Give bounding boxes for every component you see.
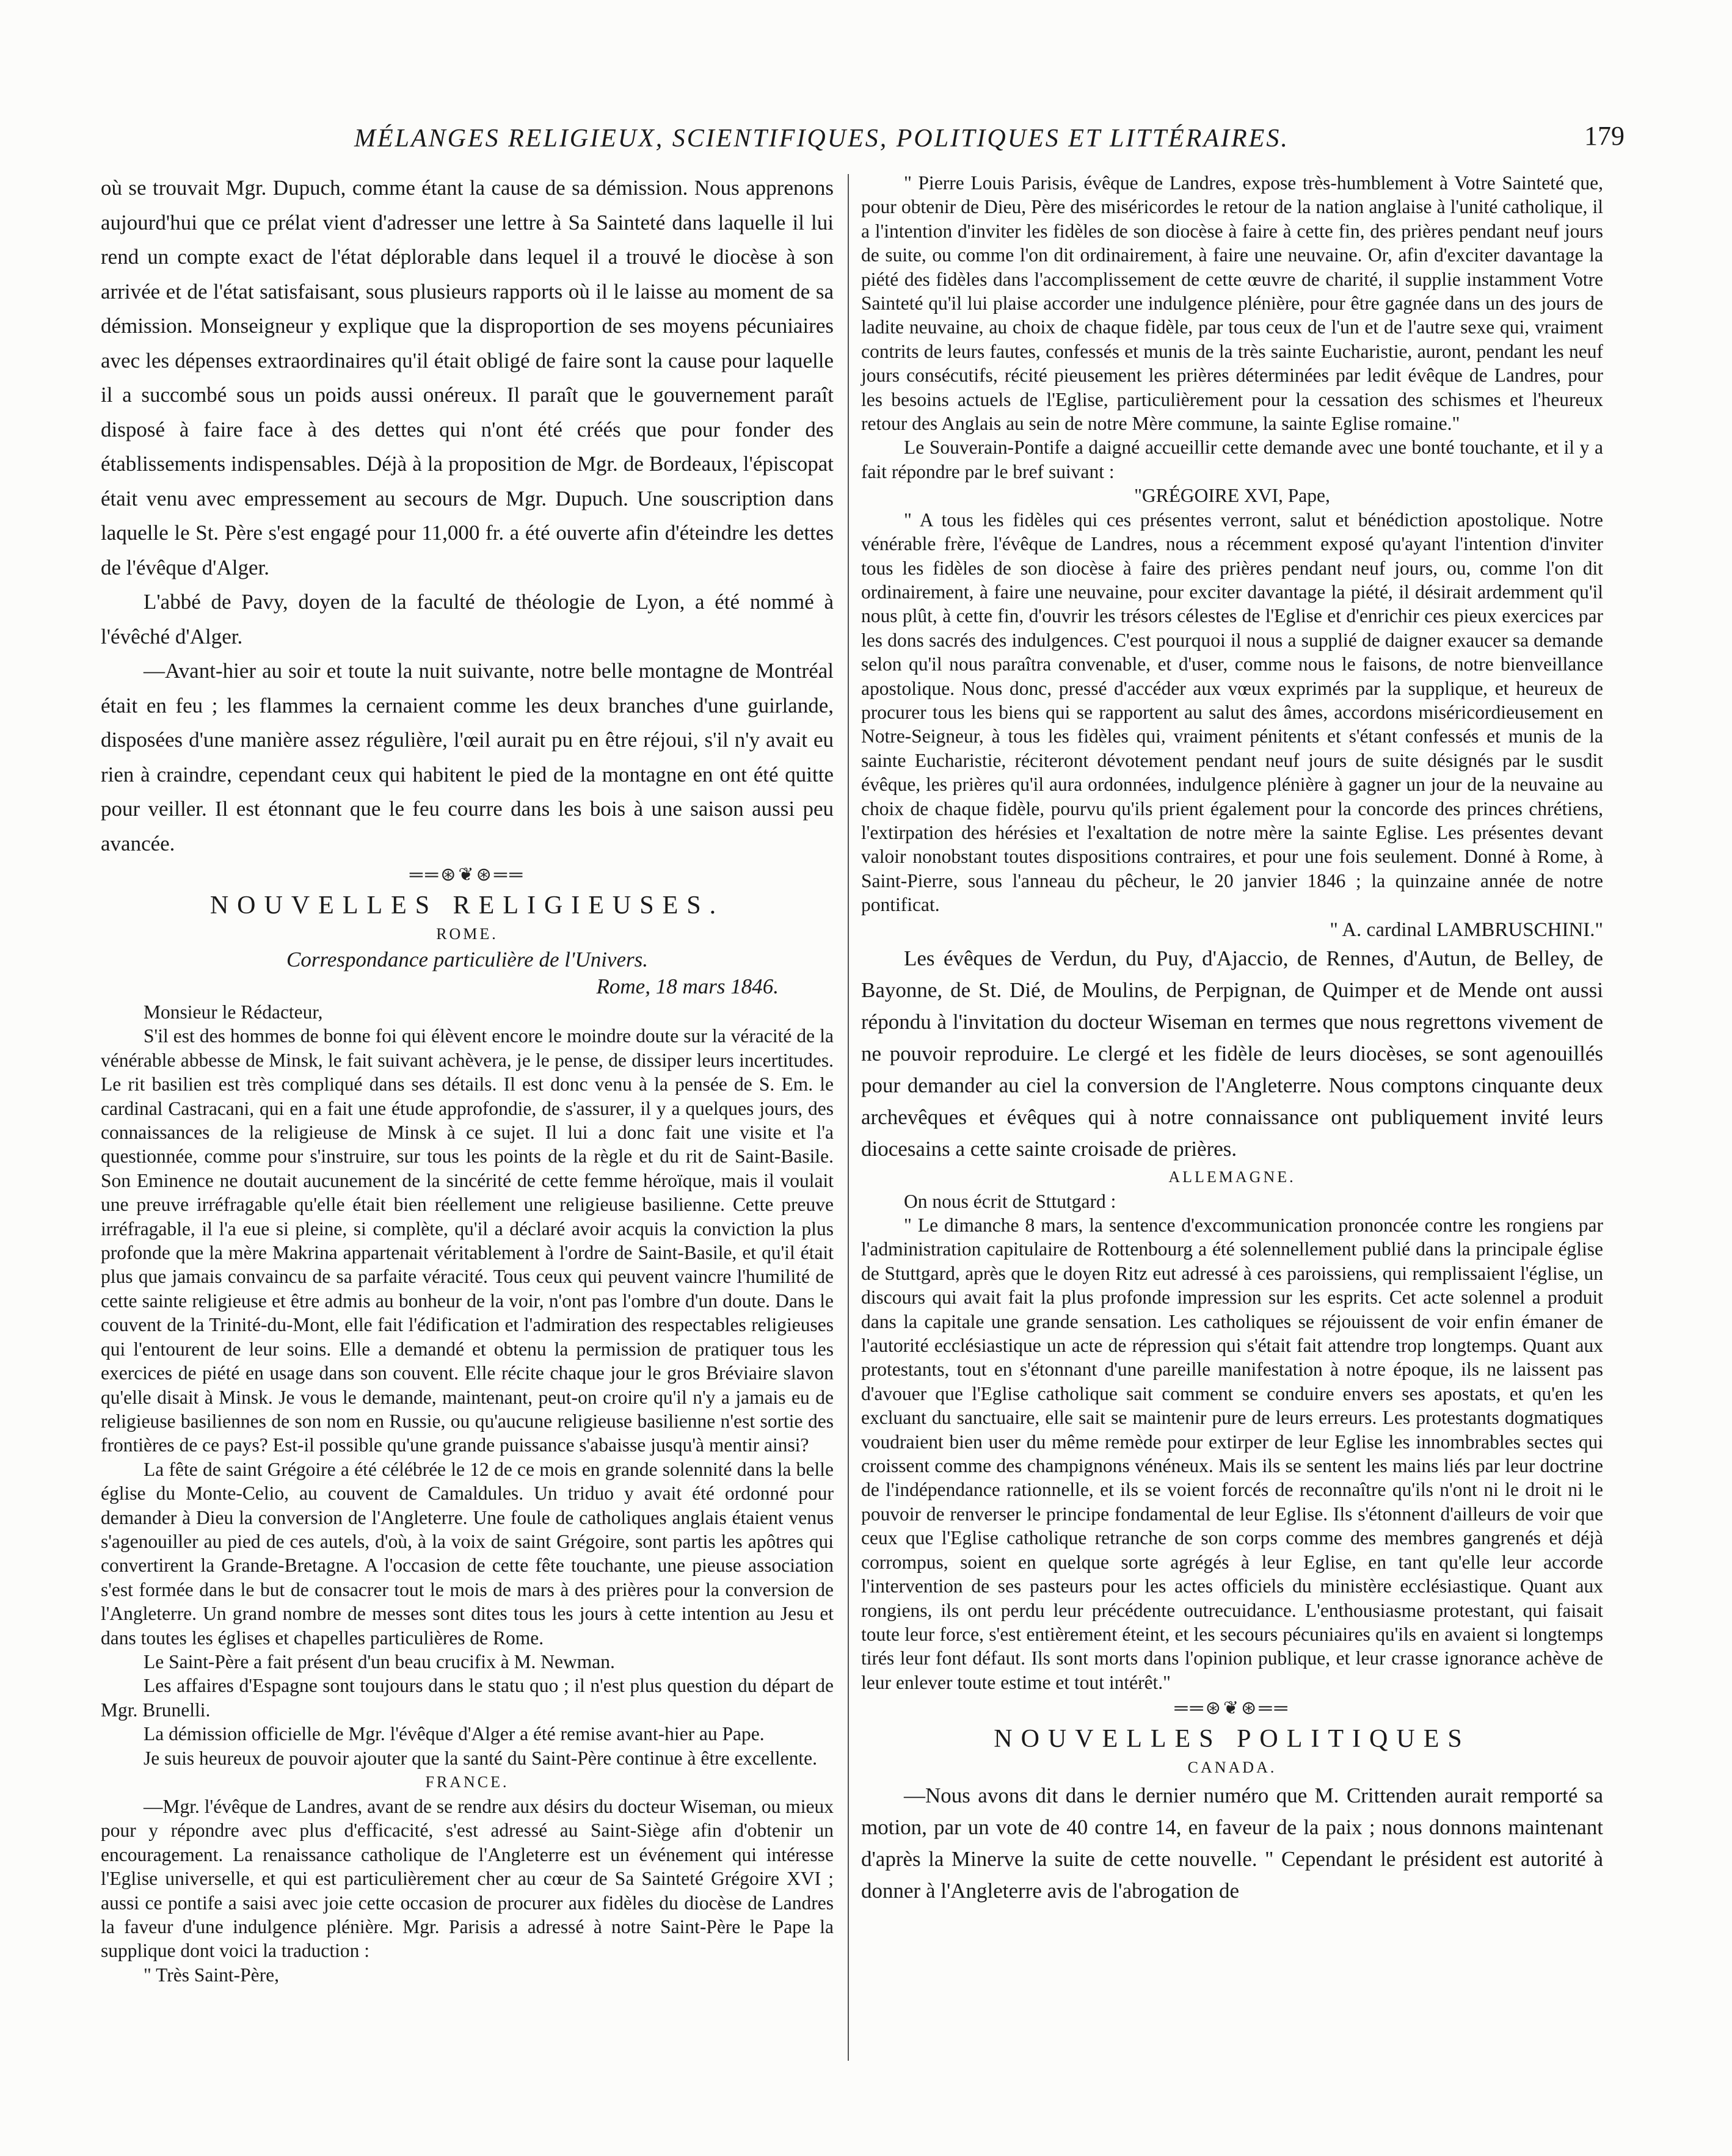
running-title: MÉLANGES RELIGIEUX, SCIENTIFIQUES, POLITIQUES ET LITTÉRAIRES. [354,125,1289,153]
article-paragraph: " Très Saint-Père, [144,1964,279,1986]
subsection-title: FRANCE. [425,1773,509,1791]
page-number: 179 [1584,121,1625,151]
article-paragraph: Les affaires d'Espagne sont toujours dans le statu quo ; il n'est plus question du départ de Mgr. Brunelli. [101,1675,834,1721]
article-paragraph: —Mgr. l'évêque de Landres, avant de se rendre aux désirs du docteur Wiseman, ou mieux pour y répondre avec plus d'efficacité, s'est adressé au Saint-Siège afin d'obtenir un encouragement. La renaissance catholique de l'Angleterre est un événement qui intéresse l'Eglise universelle, et qui est particulièrement cher au cœur de Sa Sainteté Grégoire XVI ; aussi ce pontife a saisi avec joie cette occasion de procurer aux fidèles du diocèse de Landres la faveur d'une indulgence plénière. Mgr. Parisis a adressé à notre Saint-Père le Pape la supplique dont voici la traduction : [101,1796,834,1962]
salutation: Monsieur le Rédacteur, [144,1001,323,1023]
article-paragraph: On nous écrit de Sttutgard : [904,1190,1116,1212]
article-paragraph: " A tous les fidèles qui ces présentes verront, salut et bénédiction apostolique. Notre vénérable frère, l'évêque de Landres, nous a récemment exposé qu'ayant l'intention d'inviter tous les fidèles de son diocèse à faire des prières pendant neuf jours, ou, comme l'on dit ordinairement, à faire une neuvaine, pour exciter davantage la piété, il désirait ardemment qu'il nous plût, à cette fin, d'ouvrir les trésors célestes de l'Eglise et d'enrichir ces pieux exercices par les dons sacrés des indulgences. C'est pourquoi il nous a supplié de daigner exaucer sa demande selon qu'il nous paraîtra convenable, et d'user, comme nous le faisons, de notre bienveillance apostolique. Nous donc, pressé d'accéder aux vœux exprimés par la supplique, et heureux de procurer tous les biens qui se rapportent au salut des âmes, accordons miséricordieusement en Notre-Seigneur, à tous les fidèles qui, vraiment pénitents et s'étant confessés et munis de la sainte Eucharistie, réciteront dévotement pendant neuf jours de suite désignés par le susdit évêque, les prières qu'il aura ordonnées, indulgence plénière à gagner un jour de la neuvaine au choix de chaque fidèle, pourvu qu'ils prient également pour la concorde des princes chrétiens, l'extirpation des hérésies et l'exaltation de notre mère la sainte Eglise. Les présentes devant valoir nonobstant toutes dispositions contraires, et pour une fois seulement. Donné à Rome, à Saint-Pierre, sous l'anneau du pêcheur, le 20 janvier 1846 ; la quinzaine année de notre pontificat. [861,509,1603,916]
section-title: NOUVELLES RELIGIEUSES. [209,891,725,920]
column-divider [848,174,849,2061]
article-paragraph: Je suis heureux de pouvoir ajouter que la santé du Saint-Père continue à être excellente. [144,1747,817,1769]
right-column [861,171,1603,1907]
correspondence-line: Correspondance particulière de l'Univers. [286,948,648,971]
section-title: NOUVELLES POLITIQUES [994,1725,1471,1754]
section-ornament: ══⊛❦⊛══ [409,865,525,885]
left-column [101,171,834,1987]
article-paragraph: " Le dimanche 8 mars, la sentence d'excommunication prononcée contre les rongiens par l'administration capitulaire de Rottenbourg a été solennellement publié dans la principale église de Stuttgard, après que le doyen Ritz eut adressé à ces paroissiens, qui remplissaient l'église, un discours qui avait fait la plus profonde impression sur les esprits. Cet acte solennel a produit dans la capitale une grande sensation. Les catholiques se réjouissent de voir enfin émaner de l'autorité ecclésiastique un acte de répression qui s'était fait attendre trop longtemps. Quant aux protestants, tout en s'étonnant d'une pareille manifestation à notre époque, ils ne laissent pas d'avouer que l'Eglise catholique sait comment se conduire envers ses apostats, et qu'en les excluant du sanctuaire, elle sait se maintenir pure de leurs erreurs. Les protestants dogmatiques voudraient bien user du même remède pour extirper de leur Eglise les innombrables sectes qui croissent comme des champignons vénéneux. Mais ils se sentent les mains liés par leur doctrine de l'indépendance rationnelle, et ils se voient forcés de reconnaître qu'ils n'ont ni le droit ni le pouvoir de renverser le principe fondamental de leur Eglise. Ils s'étonnent d'ailleurs de voir que ceux que l'Eglise catholique retranche de son corps comme des membres gangrenés et déjà corrompus, soient en quelque sorte agrégés à leur Eglise, en tant qu'elle leur accorde l'intervention de ses pasteurs pour les actes officiels du ministère ecclésiastique. Quant aux rongiens, ils ont perdu leur précédente outrecuidance. L'enthousiasme protestant, qui faisait toute leur force, s'est entièrement éteint, et les secours pécuniaires qu'ils en avaient si longtemps tirés leur font défaut. Ils sont morts dans l'opinion publique, et leur crasse ignorance achève de leur enlever toute estime et tout intérêt." [861,1214,1603,1693]
article-paragraph: La démission officielle de Mgr. l'évêque d'Alger a été remise avant-hier au Pape. [144,1723,765,1745]
subsection-title: CANADA. [1187,1759,1277,1777]
article-paragraph: Le Saint-Père a fait présent d'un beau crucifix à M. Newman. [144,1650,615,1672]
article-paragraph: La fête de saint Grégoire a été célébrée le 12 de ce mois en grande solennité dans la belle église du Monte-Celio, au couvent de Camaldules. Un triduo y avait été ordonné pour demander à Dieu la conversion de l'Angleterre. Une foule de catholiques anglais étaient venus s'agenouiller au pied de ces autels, d'où, à la voix de saint Grégoire, sont partis les apôtres qui convertirent la Grande-Bretagne. A l'occasion de cette fête touchante, une pieuse association s'est formée dans le but de consacrer tout le mois de mars à des prières pour la conversion de l'Angleterre. Un grand nombre de messes sont dites tous les jours à cette intention au Jesu et dans toutes les églises et chapelles particulières de Rome. [101,1458,834,1649]
article-paragraph: —Avant-hier au soir et toute la nuit suivante, notre belle montagne de Montréal était en feu ; les flammes la cernaient comme les deux branches d'une guirlande, disposées d'une manière assez régulière, l'œil aurait pu en être réjoui, s'il n'y avait eu rien à craindre, cependant ceux qui habitent le pied de la montagne en ont été quitte pour veiller. Il est étonnant que le feu courre dans les bois à une saison aussi peu avancée. [101,659,834,855]
section-ornament: ══⊛❦⊛══ [1174,1698,1290,1719]
brief-heading: "GRÉGOIRE XVI, Pape, [1134,485,1330,507]
article-paragraph: Le Souverain-Pontife a daigné accueillir cette demande avec une bonté touchante, et il y a fait répondre par le bref suivant : [861,437,1603,482]
dateline: Rome, 18 mars 1846. [596,975,779,998]
article-paragraph: S'il est des hommes de bonne foi qui élèvent encore le moindre doute sur la véracité de la vénérable abbesse de Minsk, le fait suivant achèvera, je le pense, de dissiper leurs incertitudes. Le rit basilien est très compliqué dans ses détails. Il est donc venu à la pensée de S. Em. le cardinal Castracani, qui en a fait une étude approfondie, de s'assurer, il y a quelques jours, des connaissances de la religieuse de Minsk à ce sujet. Il lui a donc fait une visite et l'a questionnée, comme pour s'instruire, sur tous les points de la règle et du rit de Saint-Basile. Son Eminence ne doutait aucunement de la sincérité de cette femme héroïque, mais il voulait une preuve irréfragable qu'elle était bien réellement une religieuse basilienne. Cette preuve irréfragable, il l'a eue si pleine, si complète, qu'il a déclaré avoir acquis la conviction la plus profonde que la mère Makrina appartenait véritablement à l'ordre de Saint-Basile, et qu'il était plus que jamais convaincu de sa parfaite véracité. Tous ceux qui peuvent vaincre l'humilité de cette sainte religieuse et être admis au bonheur de la voir, n'ont pas l'ombre d'un doute. Dans le couvent de la Trinité-du-Mont, elle fait l'édification et l'admiration des respectables religieuses qui l'entourent de leur soins. Elle a demandé et obtenu la permission de pratiquer tous les exercices de piété en usage dans son couvent. Elle récite chaque jour le gros Bréviaire slavon qu'elle disait à Minsk. Je vous le demande, maintenant, peut-on croire qu'il n'y a jamais eu de religieuse basiliennes de son nom en Russie, ou qu'aucune religieuse basilienne n'est sortie des frontières de ce pays? Est-il possible qu'une grande puissance s'abaisse jusqu'à mentir ainsi? [101,1025,834,1456]
article-paragraph: Les évêques de Verdun, du Puy, d'Ajaccio, de Rennes, d'Autun, de Belley, de Bayonne, de St. Dié, de Moulins, de Perpignan, de Quimper et de Mende ont aussi répondu à l'invitation du docteur Wiseman en termes que nous regrettons vivement de ne pouvoir reproduire. Le clergé et les fidèle de leurs diocèses, se sont agenouillés pour demander au ciel la conversion de l'Angleterre. Nous comptons cinquante deux archevêques et évêques qui à notre connaissance ont publiquement invité leurs diocesains a cette sainte croisade de prières. [861,946,1603,1161]
article-paragraph: L'abbé de Pavy, doyen de la faculté de théologie de Lyon, a été nommé à l'évêché d'Alger. [101,590,834,648]
subsection-title: ROME. [436,925,498,943]
article-paragraph: —Nous avons dit dans le dernier numéro que M. Crittenden aurait remporté sa motion, par un vote de 40 contre 14, en faveur de la paix ; nous donnons maintenant d'après la Minerve la suite de cette nouvelle. " Cependant le président est autorité à donner à l'Angleterre avis de l'abrogation de [861,1784,1603,1903]
subsection-title: ALLEMAGNE. [1168,1167,1296,1186]
signature-line: " A. cardinal LAMBRUSCHINI." [1330,918,1603,941]
article-paragraph: où se trouvait Mgr. Dupuch, comme étant la cause de sa démission. Nous apprenons aujourd'hui que ce prélat vient d'adresser une lettre à Sa Sainteté dans laquelle il lui rend un compte exact de l'état déplorable dans lequel il a trouvé le diocèse à son arrivée et de l'état satisfaisant, sous plusieurs rapports où il le laisse au moment de sa démission. Monseigneur y explique que la disproportion de ses moyens pécuniaires avec les dépenses extraordinaires qu'il était obligé de faire sont la cause pour laquelle il a succombé sous un poids aussi onéreux. Il paraît que le gouvernement paraît disposé à faire face à des dettes qui n'ont été créés que pour fonder des établissements indispensables. Déjà à la proposition de Mgr. de Bordeaux, l'épiscopat était venu avec empressement au secours de Mgr. Dupuch. Une souscription dans laquelle le St. Père s'est engagé pour 11,000 fr. a été ouverte afin d'éteindre les dettes de l'évêque d'Alger. [101,176,834,579]
page-header [92,107,1637,162]
article-paragraph: " Pierre Louis Parisis, évêque de Landres, expose très-humblement à Votre Sainteté que, pour obtenir de Dieu, Père des miséricordes le retour de la nation anglaise à l'unité catholique, il a l'intention d'inviter les fidèles de son diocèse à faire à cette fin, des prières pendant neuf jours de suite, ou comme l'on dit ordinairement, à faire une neuvaine. Or, afin d'exciter davantage la piété des fidèles dans l'accomplissement de cette œuvre de charité, il supplie instamment Votre Sainteté qu'il lui plaise accorder une indulgence plénière, pour être gagnée dans un des jours de ladite neuvaine, au choix de chaque fidèle, par tous ceux de l'un et de l'autre sexe qui, vraiment contrits de leurs fautes, confessés et munis de la très sainte Eucharistie, auront, pendant les neuf jours consécutifs, récité pieusement les prières déterminées par ledit évêque de Landres, pour les besoins actuels de l'Eglise, particulièrement pour la cessation des schismes et l'heureux retour des Anglais au sein de notre Mère commune, la sainte Eglise romaine." [861,172,1603,435]
